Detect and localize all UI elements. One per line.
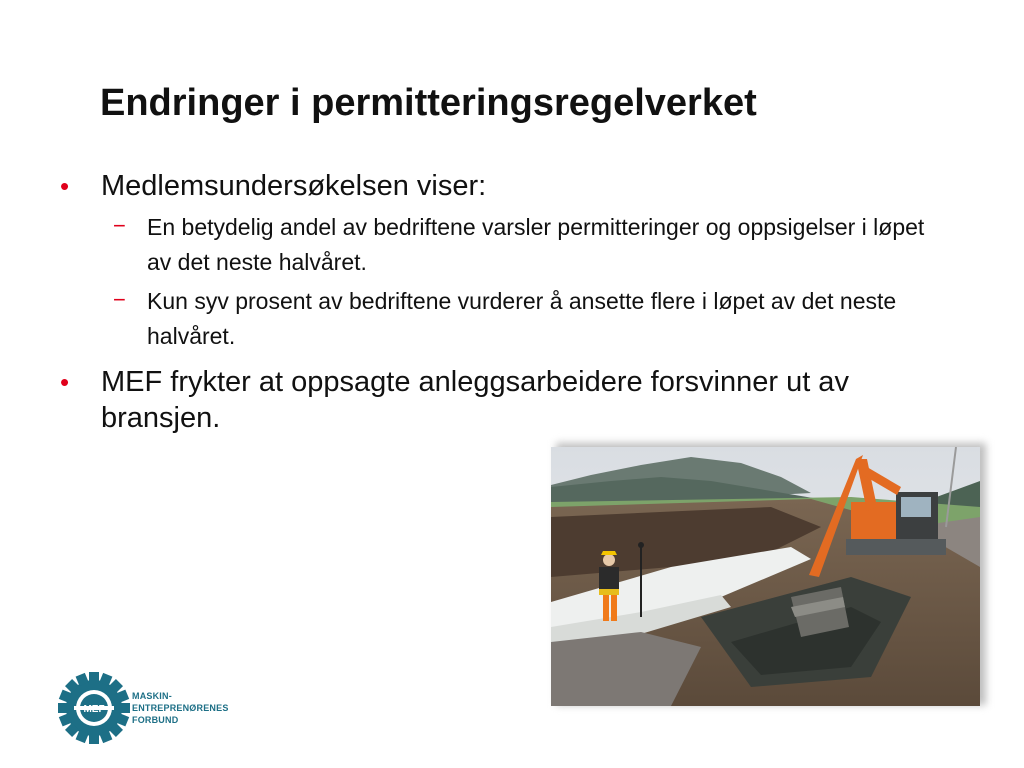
sub-bullet-item — [101, 210, 927, 280]
logo-line: MASKIN- — [132, 691, 172, 701]
logo-line: FORBUND — [132, 715, 179, 725]
slide-title: Endringer i permitteringsregelverket — [100, 82, 757, 124]
logo-emblem-text: MEF — [83, 704, 105, 715]
bullet-item — [60, 168, 960, 354]
bullet-text: MEF frykter at oppsagte anleggsarbeidere forsvinner ut av bransjen. — [101, 366, 849, 434]
excavator-photo — [551, 447, 980, 706]
sub-bullet-list — [101, 210, 960, 354]
dash-marker: − — [113, 213, 126, 238]
logo-line: ENTREPRENØRENES — [132, 703, 229, 713]
sub-bullet-text: En betydelig andel av bedriftene varsler permitteringer og oppsigelser i løpet av det neste halvåret. — [147, 214, 925, 275]
bullet-marker: • — [60, 171, 70, 201]
bullet-marker: • — [60, 367, 70, 397]
sub-bullet-text: Kun syv prosent av bedriftene vurderer å ansette flere i løpet av det neste halvåret. — [147, 288, 897, 349]
excavator-construction-icon — [551, 447, 980, 706]
sub-bullet-item — [101, 284, 927, 354]
bullet-list — [60, 168, 960, 446]
gear-icon — [58, 672, 130, 744]
bullet-text: Medlemsundersøkelsen viser: — [101, 170, 487, 202]
dash-marker: − — [113, 287, 126, 312]
bullet-item — [60, 364, 960, 436]
logo-wordmark — [132, 690, 229, 726]
